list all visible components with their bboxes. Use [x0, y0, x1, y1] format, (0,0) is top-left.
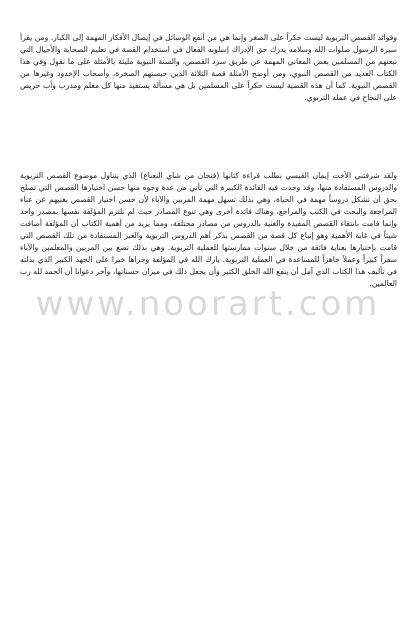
body-paragraph-2: ولقد شرفتني الأخت إيمان القيسي بطلب قراءة كتابها (فنجان من شاي النعناع) الذي يتناول موضوع القصص التربوية والدروس المستفادة منها، وقد وجدت فيه الفائدة الكبيرة التي تأتي من عدة وجوه منها حسن اختيارها القصص التي تصلح بحق أن تشكل دروساً مهمة في الحياة، وهي بذلك تسهل مهمة المربين والآباء لأن حسن اختيار القصص يغنيهم عن عناء المراجعة والبحث في الكتب والمراجع، وهناك فائدة أخرى وهي تنوع المصادر حيث لم تلتزم المؤلفة نفسها بمصدر واحد وإنما قامت بانتقاء القصص المفيدة والغنية بالدروس من مصادر مختلفة، ومما يزيد من أهمية الكتاب أن المؤلفة أضافت شيئاً في غاية الأهمية وهو إتباع كل قصة من القصص بذكر أهم الدروس التربوية والعبر المستفادة من تلك القصص التي قامت بإختيارها بعناية فائقة من خلال سنوات ممارستها للعملية التربوية. وهي بذلك تضع بين المربين والمعلمين والآباء سفراً كبيراً وعملاً جاهزاً للمساعدة في العملية التربوية. بارك الله في المؤلفة وجزاها خيرا على الجهد الكبير الذي بذلته في تأليف هذا الكتاب الذي آمل أن ينفع الله الخلق الكثير وأن يجعل ذلك في ميزان حسناتها، وآخر دعوانا أن الحمد لله رب العالمين.: [20, 171, 397, 288]
body-paragraph-1: وفوائد القصص التربوية ليست حكراً على الصغر وإنما هي من أنفع الوسائل في إيصال الأفكار المهمة إلى الكبار، ومن يقرأ سيرة الرسول صلوات الله وسلامه يدرك حق الإدراك إسلوبه الفعال في استخدام القصة في تعليم الصحابة والأجيال التي تبعتهم من المسلمين بعض المعاني المهمة عن طريق سرد القصص، والسنة النبوية مليئة بالأمثلة على ما نقول وفي هذا الكتاب العديد من القصص النبوي، ومن أوضح الأمثلة قصة الثلاثة الذين حبستهم الصخرة، وأصحاب الإخدود وغيرها من القصص النبوية. كما أن هذه القضية ليست حكراً على المسلمين بل هي مسألة يستفيد منها كل معلم ومدرب وأب حريص على النجاح في عمله التربوي.: [20, 33, 397, 102]
watermark-text: www.noorart.com: [35, 284, 381, 324]
